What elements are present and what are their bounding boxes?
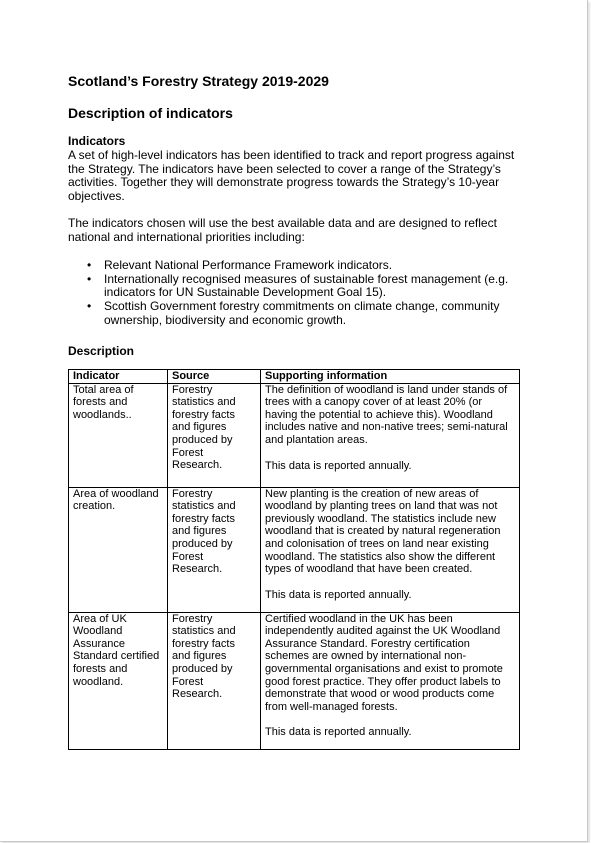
indicators-table [68, 369, 520, 750]
list-item [68, 273, 520, 300]
indicators-heading: Indicators [68, 134, 126, 148]
indicator-cell: Area of woodland creation. [69, 487, 168, 612]
supporting-info-cell [261, 612, 520, 749]
description-heading: Description [68, 344, 135, 358]
list-item-text: Internationally recognised measures of sustainable forest management (e.g. indicators for UN Sustainable Development Goal 15). [104, 271, 509, 300]
list-item [68, 300, 520, 327]
source-cell: Forestry statistics and forestry facts and figures produced by Forest Research. [168, 612, 261, 749]
supporting-info-cell [261, 487, 520, 612]
document-subtitle: Description of indicators [68, 105, 233, 121]
supporting-info-text: Certified woodland in the UK has been independently audited against the UK Woodland Assurance Standard. Forestry certification schemes are owned by international non-governmental organisations and exist to promote good forest practice. They offer product labels to demonstrate that wood or wood products come from well-managed forests. [265, 612, 503, 713]
source-cell: Forestry statistics and forestry facts and figures produced by Forest Research. [168, 383, 261, 487]
reporting-note: This data is reported annually. [265, 459, 412, 472]
reporting-note: This data is reported annually. [265, 588, 412, 601]
supporting-info-text: The definition of woodland is land under stands of trees with a canopy cover of at least 20% (or having the potential to achieve this). Woodland includes native and non-native trees; semi-natural and plantation areas. [265, 383, 508, 446]
list-item-text: Relevant National Performance Framework indicators. [104, 258, 393, 272]
column-header-supporting-information: Supporting information [261, 370, 520, 384]
document-title: Scotland’s Forestry Strategy 2019-2029 [68, 73, 329, 89]
priorities-paragraph: The indicators chosen will use the best available data and are designed to reflect national and international priorities including: [68, 216, 497, 244]
table-row [69, 383, 520, 487]
indicator-cell: Area of UK Woodland Assurance Standard certified forests and woodland. [69, 612, 168, 749]
table-row [69, 612, 520, 749]
reporting-note: This data is reported annually. [265, 726, 412, 739]
source-cell: Forestry statistics and forestry facts and figures produced by Forest Research. [168, 487, 261, 612]
supporting-info-text: New planting is the creation of new areas of woodland by planting trees on land that was not previously woodland. The statistics include new woodland that is created by natural regeneration and colonisation of trees on land near existing woodland. The statistics also show the different types of woodland that have been created. [265, 487, 501, 576]
bullet-icon: • [87, 299, 92, 314]
column-header-source: Source [168, 370, 261, 384]
supporting-info-cell [261, 383, 520, 487]
bullet-icon: • [87, 271, 92, 286]
column-header-indicator: Indicator [69, 370, 168, 384]
priorities-list [68, 259, 520, 328]
bullet-icon: • [87, 258, 92, 272]
intro-paragraph: A set of high-level indicators has been identified to track and report progress against the Strategy. The indicators have been selected to cover a range of the Strategy’s activities. Together they will demonstrate progress towards the Strategy’s 10-year objectives. [68, 148, 515, 204]
table-row [69, 487, 520, 612]
table-header-row [69, 370, 520, 384]
indicator-cell: Total area of forests and woodlands.. [69, 383, 168, 487]
list-item [68, 259, 520, 273]
list-item-text: Scottish Government forestry commitments on climate change, community ownership, biodiversity and economic growth. [104, 299, 500, 327]
